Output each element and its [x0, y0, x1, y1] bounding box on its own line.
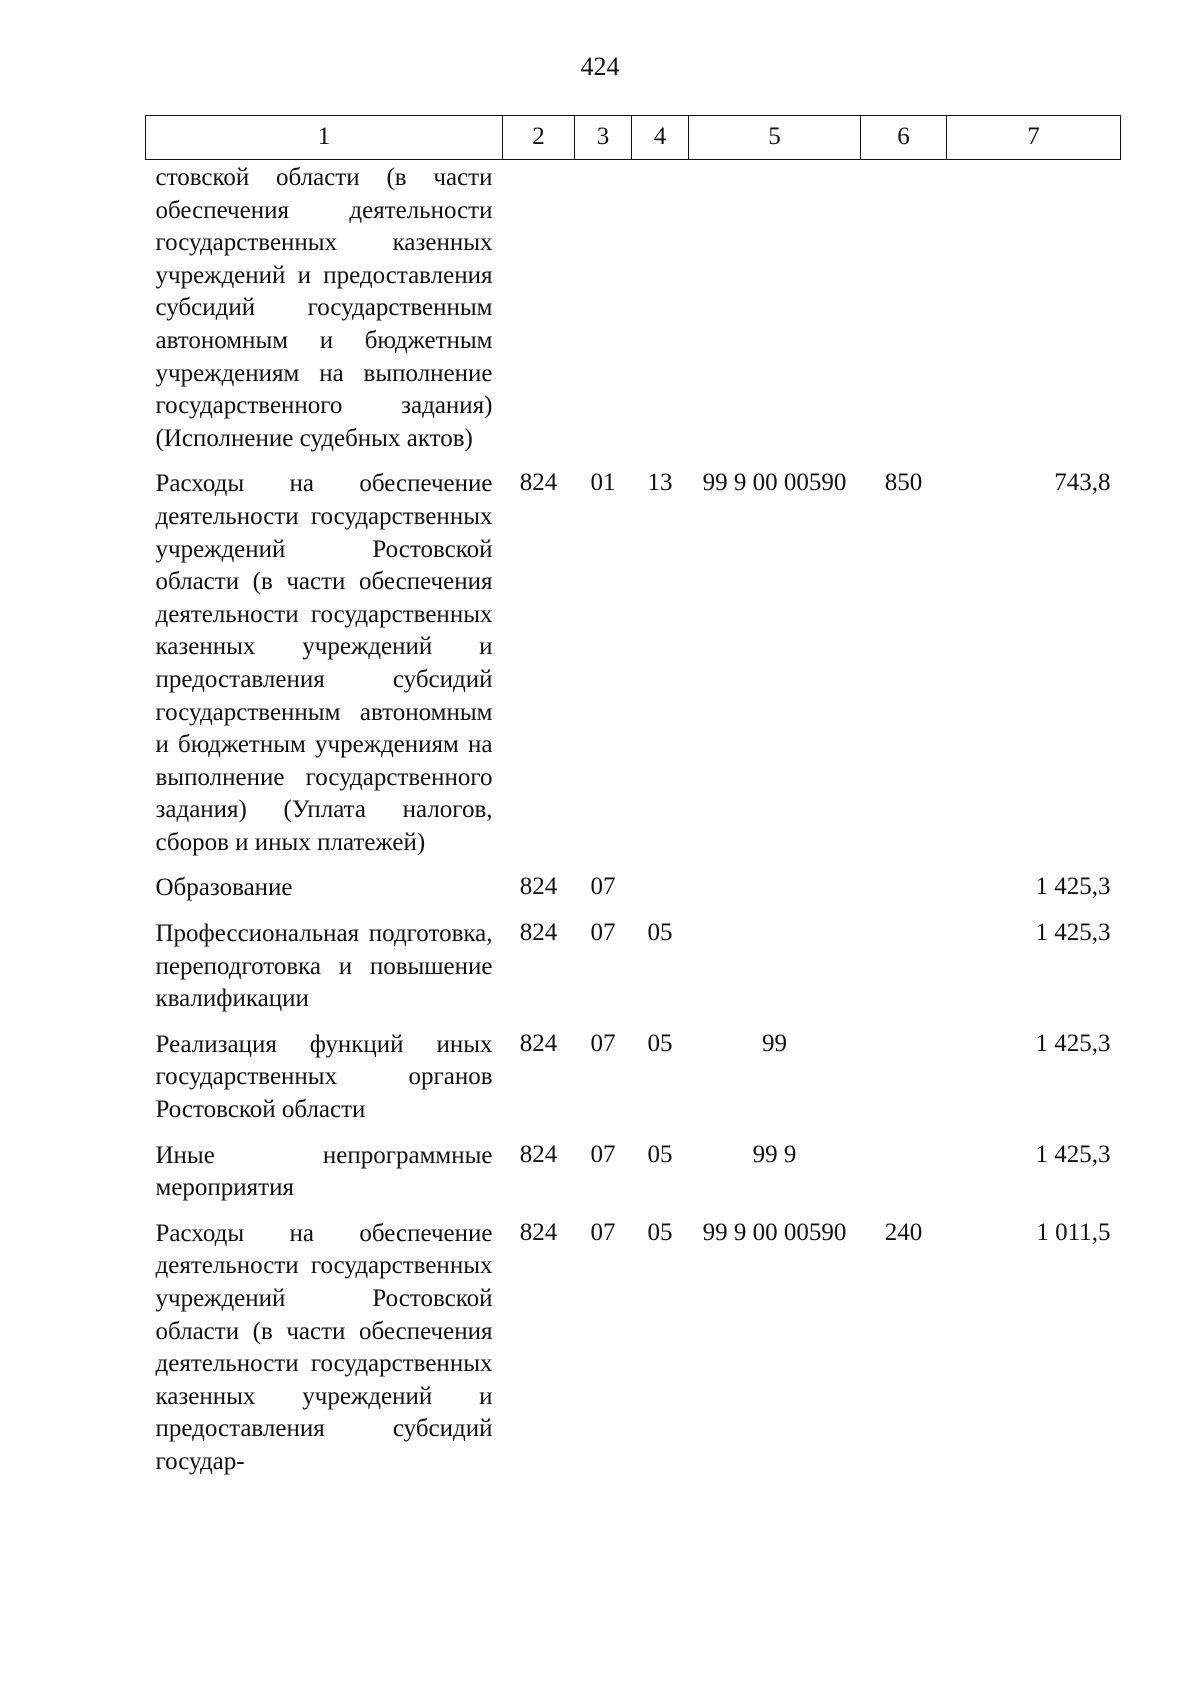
table-row [146, 467, 1121, 871]
row-name: Расходы на обеспечение деятельности государственных учреждений Ростовской области (в части обеспечения деятельности государственных казенных учреждений и предоставления субсидий государ- [155, 1219, 493, 1475]
header-col-3: 3 [575, 116, 632, 160]
row-subsection-code: 05 [647, 919, 673, 947]
row-section-code: 07 [590, 1218, 616, 1246]
row-section-code: 07 [590, 919, 616, 947]
table-row [146, 917, 1121, 1028]
row-subsection-code: 13 [647, 469, 673, 497]
row-expense-type: 850 [884, 469, 923, 497]
table-row [146, 1028, 1121, 1139]
row-amount: 1 425,3 [1035, 1140, 1111, 1168]
row-subsection-code: 05 [647, 1140, 673, 1168]
row-amount [947, 160, 1121, 468]
row-ministry-code: 824 [519, 469, 558, 497]
row-expense-type [861, 871, 947, 917]
row-name: Иные непрограммные мероприятия [155, 1141, 493, 1202]
row-name: Расходы на обеспечение деятельности государственных учреждений Ростовской области (в части обеспечения деятельности государственных казенных учреждений и предоставления субсидий государственным автономным и бюджетным учреждениям на выполнение государственного задания) (Уплата налогов, сборов и иных платежей) [155, 470, 493, 856]
row-target-code: 99 9 00 00590 [702, 1218, 847, 1246]
row-section-code [575, 160, 632, 468]
budget-table [145, 115, 1121, 1491]
row-name: Образование [155, 874, 293, 902]
table-row [146, 1217, 1121, 1491]
row-ministry-code: 824 [519, 1218, 558, 1246]
header-col-2: 2 [503, 116, 575, 160]
row-ministry-code: 824 [519, 873, 558, 901]
row-target-code: 99 9 [752, 1140, 797, 1168]
row-subsection-code: 05 [647, 1218, 673, 1246]
row-expense-type: 240 [884, 1218, 923, 1246]
row-expense-type [861, 1139, 947, 1217]
row-amount: 743,8 [1054, 469, 1111, 497]
table-row [146, 871, 1121, 917]
row-expense-type [861, 917, 947, 1028]
row-section-code: 07 [590, 873, 616, 901]
row-target-code [689, 871, 861, 917]
row-amount: 1 425,3 [1035, 919, 1111, 947]
header-col-6: 6 [861, 116, 947, 160]
row-expense-type [861, 160, 947, 468]
row-name: стовской области (в части обеспечения деятельности государственных казенных учреждений и предоставления субсидий государственным автономным и бюджетным учреждениям на выполнение государственного задания) (Исполнение судебных актов) [155, 164, 493, 452]
row-name: Профессиональная подготовка, переподготовка и повышение квалификации [155, 920, 493, 1013]
row-name: Реализация функций иных государственных органов Ростовской области [155, 1030, 493, 1124]
row-ministry-code: 824 [519, 1029, 558, 1057]
row-amount: 1 425,3 [1035, 1029, 1111, 1057]
header-col-1: 1 [146, 116, 503, 160]
row-section-code: 07 [590, 1029, 616, 1057]
row-ministry-code: 824 [519, 1140, 558, 1168]
row-subsection-code: 05 [647, 1029, 673, 1057]
row-target-code [689, 160, 861, 468]
table-header [146, 116, 1121, 160]
row-section-code: 01 [590, 469, 616, 497]
row-target-code: 99 [762, 1029, 787, 1057]
header-row [146, 116, 1121, 160]
row-ministry-code [503, 160, 575, 468]
header-col-7: 7 [947, 116, 1121, 160]
table-row [146, 1139, 1121, 1217]
header-col-4: 4 [632, 116, 689, 160]
row-target-code [689, 917, 861, 1028]
row-ministry-code: 824 [519, 919, 558, 947]
table-body [146, 160, 1121, 1491]
header-col-5: 5 [689, 116, 861, 160]
row-subsection-code [632, 871, 689, 917]
table-row [146, 160, 1121, 468]
row-target-code: 99 9 00 00590 [702, 469, 847, 497]
row-amount: 1 425,3 [1035, 873, 1111, 901]
page-number: 424 [580, 52, 620, 81]
row-amount: 1 011,5 [1036, 1218, 1111, 1246]
row-expense-type [861, 1028, 947, 1139]
row-section-code: 07 [590, 1140, 616, 1168]
row-subsection-code [632, 160, 689, 468]
